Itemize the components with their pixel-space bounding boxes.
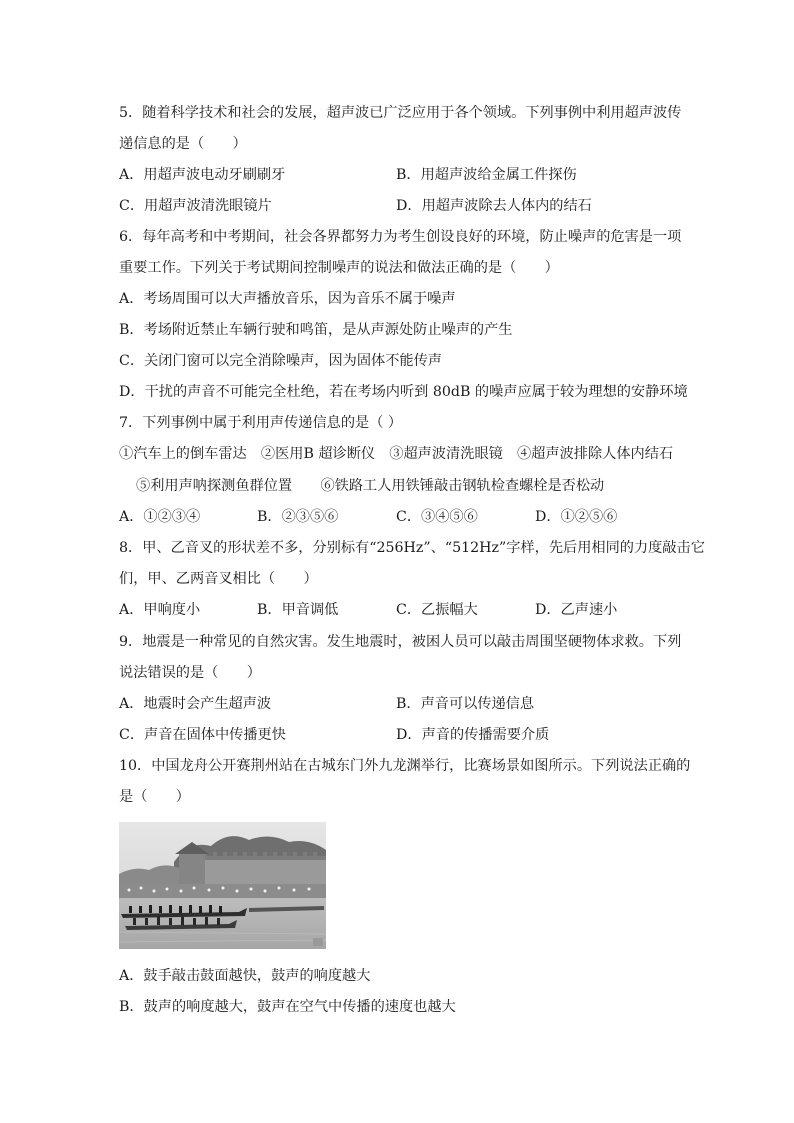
dragon-boat-photo-drawing: [119, 822, 326, 949]
q9-stem-line2: 说法错误的是（ ）: [119, 665, 261, 681]
q6-stem-line2: 重要工作。下列关于考试期间控制噪声的说法和做法正确的是（ ）: [119, 260, 559, 276]
q8-option-c: C．乙振幅大: [396, 602, 478, 618]
q7-option-a: A．①②③④: [119, 509, 201, 525]
q9-option-a: A．地震时会产生超声波: [119, 696, 272, 712]
q8-option-d: D．乙声速小: [535, 602, 618, 618]
q9-option-c: C．声音在固体中传播更快: [119, 727, 286, 743]
q6-option-c: C．关闭门窗可以完全消除噪声，因为固体不能传声: [119, 353, 442, 369]
q9-option-d: D．声音的传播需要介质: [396, 727, 550, 743]
q8-stem-line1: 8．甲、乙音叉的形状差不多，分别标有“256Hz”、“512Hz”字样，先后用相同的力度敲击它: [119, 540, 705, 556]
q7-items-line1: ①汽车上的倒车雷达 ②医用B 超诊断仪 ③超声波清洗眼镜 ④超声波排除人体内结石: [119, 446, 674, 462]
q8-stem-line2: 们，甲、乙两音叉相比（ ）: [119, 571, 318, 587]
q5-option-a: A．用超声波电动牙刷刷牙: [119, 167, 286, 183]
q6-option-a: A．考场周围可以大声播放音乐，因为音乐不属于噪声: [119, 291, 456, 307]
q9-stem-line1: 9．地震是一种常见的自然灾害。发生地震时，被困人员可以敲击周围坚硬物体求救。下列: [119, 634, 682, 650]
q6-option-b: B．考场附近禁止车辆行驶和鸣笛，是从声源处防止噪声的产生: [119, 322, 513, 338]
q6-option-d: D．干扰的声音不可能完全杜绝，若在考场内听到 80dB 的噪声应属于较为理想的安静环境: [119, 384, 688, 400]
q8-option-b: B．甲音调低: [257, 602, 339, 618]
q10-option-b: B．鼓声的响度越大，鼓声在空气中传播的速度也越大: [119, 999, 456, 1015]
q10-stem-line1: 10．中国龙舟公开赛荆州站在古城东门外九龙渊举行，比赛场景如图所示。下列说法正确的: [119, 758, 691, 774]
q7-option-b: B．②③⑤⑥: [257, 509, 339, 525]
q7-option-d: D．①②⑤⑥: [535, 509, 618, 525]
q5-stem-line1: 5．随着科学技术和社会的发展，超声波已广泛应用于各个领域。下列事例中利用超声波传: [119, 105, 682, 121]
q5-option-c: C．用超声波清洗眼镜片: [119, 198, 272, 214]
q10-stem-line2: 是（ ）: [119, 789, 190, 805]
q9-option-b: B．声音可以传递信息: [396, 696, 535, 712]
q7-stem: 7．下列事例中属于利用声传递信息的是（ ）: [119, 415, 403, 431]
q8-option-a: A．甲响度小: [119, 602, 201, 618]
q7-items-line2: ⑤利用声呐探测鱼群位置 ⑥铁路工人用铁锤敲击钢轨检查螺栓是否松动: [136, 478, 605, 494]
q5-option-d: D．用超声波除去人体内的结石: [396, 198, 592, 214]
q10-option-a: A．鼓手敲击鼓面越快，鼓声的响度越大: [119, 968, 371, 984]
dragon-boat-race-photo: [119, 822, 326, 949]
q7-option-c: C．③④⑤⑥: [396, 509, 478, 525]
q6-stem-line1: 6．每年高考和中考期间，社会各界都努力为考生创设良好的环境，防止噪声的危害是一项: [119, 229, 682, 245]
q5-stem-line2: 递信息的是（ ）: [119, 136, 247, 152]
q5-option-b: B．用超声波给金属工件探伤: [396, 167, 577, 183]
